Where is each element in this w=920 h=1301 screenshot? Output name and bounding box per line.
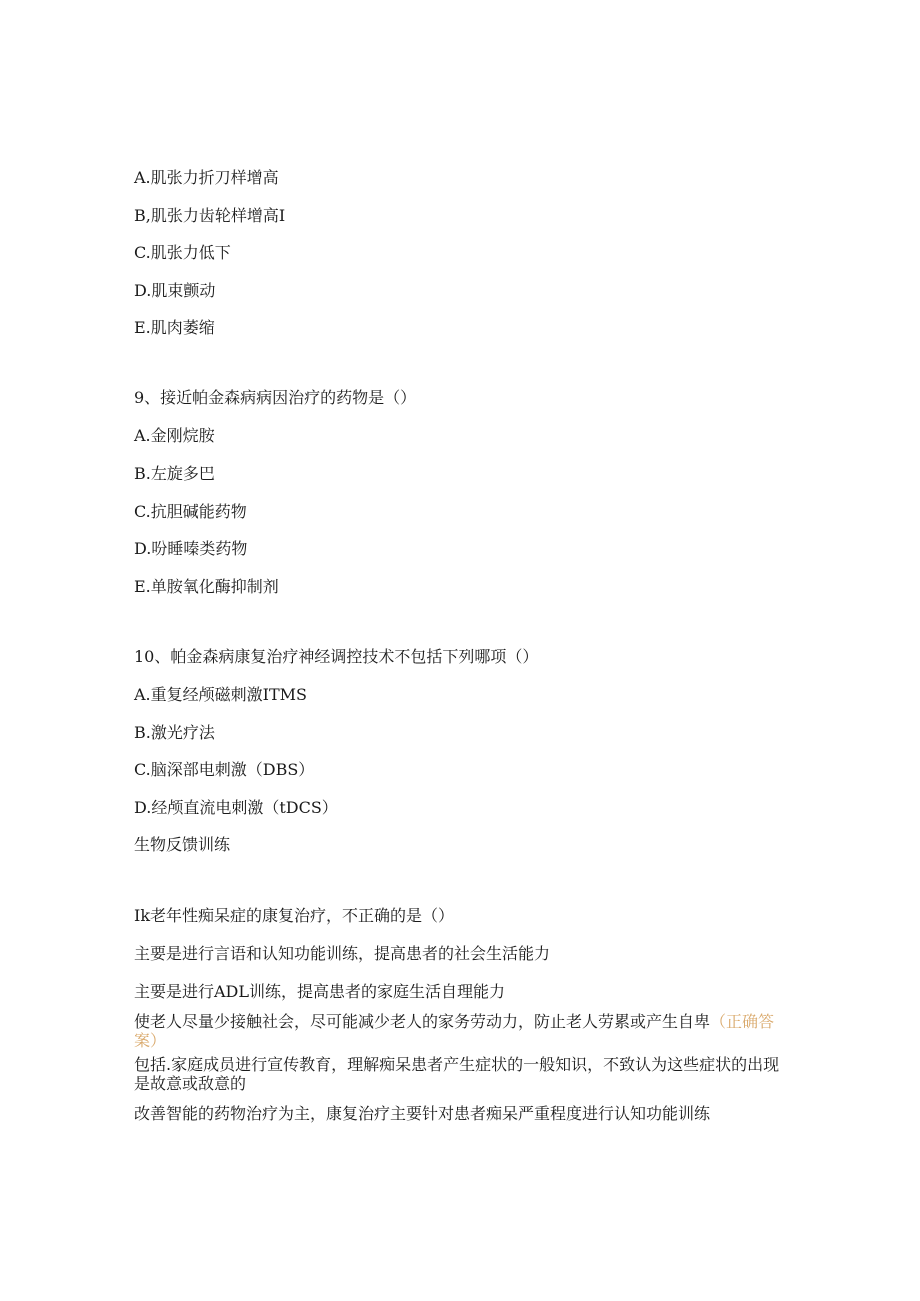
q11-option-2: 主要是进行ADL训练，提高患者的家庭生活自理能力 [134,982,506,1001]
q8-option-b: B,肌张力齿轮样增高I [134,206,286,225]
q10-question: 10、帕金森病康复治疗神经调控技术不包括下列哪项（） [134,647,539,666]
q11-option-1: 主要是进行言语和认知功能训练，提高患者的社会生活能力 [134,944,551,963]
q9-option-b: B.左旋多巴 [134,464,215,483]
q9-question: 9、接近帕金森病病因治疗的药物是（） [134,388,417,407]
q9-option-e: E.单胺氧化酶抑制剂 [134,577,279,596]
q9-option-c: C.抗胆碱能药物 [134,502,247,521]
q8-option-e: E.肌肉萎缩 [134,318,215,337]
q11-option-3 [134,1012,784,1050]
correct-answer-mark: （正确答案） [134,1012,775,1050]
q8-option-a: A.肌张力折刀样增高 [134,168,279,187]
q9-option-a: A.金刚烷胺 [134,426,215,445]
q10-option-b: B.激光疗法 [134,723,215,742]
q10-option-c: C.脑深部电刺激（DBS） [134,760,315,779]
q11-question: Ik老年性痴呆症的康复治疗，不正确的是（） [134,906,455,925]
q8-option-d: D.肌束颤动 [134,281,216,300]
q10-option-e: 生物反馈训练 [134,835,231,854]
q11-option-4: 包括.家庭成员进行宣传教育，理解痴呆患者产生症状的一般知识，不致认为这些症状的出现是故意或敌意的 [134,1055,780,1093]
q9-option-d: D.吩睡嗪类药物 [134,539,248,558]
q8-option-c: C.肌张力低下 [134,243,231,262]
q10-option-d: D.经颅直流电刺激（tDCS） [134,798,338,817]
q11-option-3-text: 使老人尽量少接触社会，尽可能减少老人的家务劳动力，防止老人劳累或产生自卑 [134,1012,711,1031]
q11-option-5: 改善智能的药物治疗为主，康复治疗主要针对患者痴呆严重程度进行认知功能训练 [134,1104,711,1123]
q10-option-a: A.重复经颅磁刺激ITMS [134,685,307,704]
